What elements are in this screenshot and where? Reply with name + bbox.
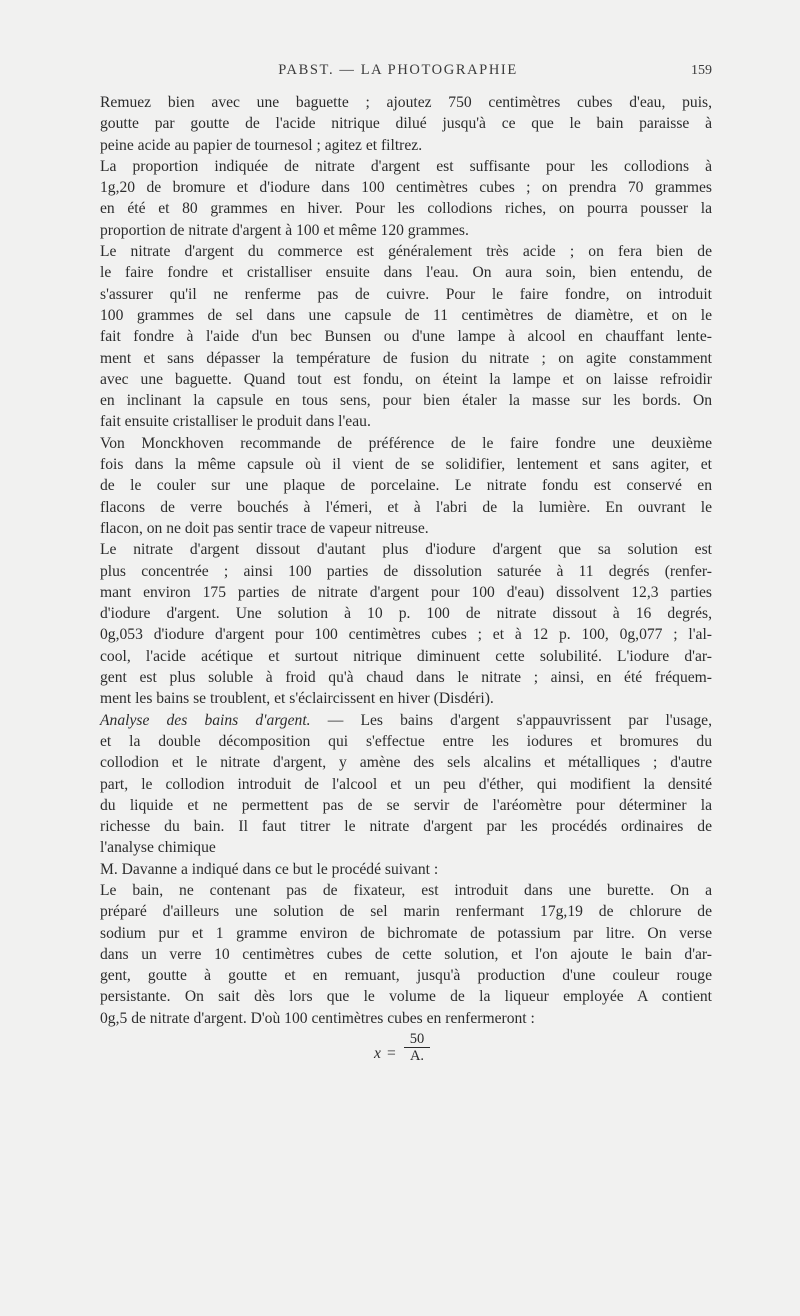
text-line: s'assurer qu'il ne renferme pas de cuivre. Pour le faire fondre, on introduit <box>100 285 712 303</box>
text-line: dans un verre 10 centimètres cubes de cette solution, et l'on ajoute le bain d'ar- <box>100 945 712 963</box>
formula-numerator: 50 <box>404 1031 430 1048</box>
text-line: goutte par goutte de l'acide nitrique dilué jusqu'à ce que le bain paraisse à <box>100 115 712 133</box>
text-line: mant environ 175 parties de nitrate d'argent pour 100 d'eau) dissolvent 12,3 parties <box>100 583 712 601</box>
text-line: Le nitrate d'argent du commerce est généralement très acide ; on fera bien de <box>100 243 712 261</box>
text-line: cool, l'acide acétique et surtout nitrique diminuent cette solubilité. L'iodure d'ar- <box>100 647 712 665</box>
text-line: du liquide et ne permettent pas de se servir de l'aréomètre pour déterminer la <box>100 796 712 814</box>
text-line: gent, goutte à goutte et en remuant, jusqu'à production d'une couleur rouge <box>100 967 712 985</box>
formula-equals: = <box>387 1045 396 1063</box>
text-line: 100 grammes de sel dans une capsule de 11 centimètres de diamètre, et on le <box>100 306 712 324</box>
text-line: Le bain, ne contenant pas de fixateur, est introduit dans une burette. On a <box>100 881 712 899</box>
section-run-in-heading: Analyse des bains d'argent. <box>100 711 311 729</box>
text-line: 0g,5 de nitrate d'argent. D'où 100 centimètres cubes en renfermeront : <box>100 1009 535 1027</box>
paragraph <box>84 880 712 1029</box>
text-line: 0g,053 d'iodure d'argent pour 100 centimètres cubes ; et à 12 p. 100, 0g,077 ; l'al- <box>100 626 712 644</box>
paragraph <box>84 92 712 156</box>
formula-variable: x <box>374 1045 381 1063</box>
text-line: en été et 80 grammes en hiver. Pour les collodions riches, on pourra pousser la <box>100 200 712 218</box>
text-line: gent est plus soluble à froid qu'à chaud dans le nitrate ; ainsi, en été fréquem- <box>100 669 712 687</box>
paragraph <box>84 241 712 433</box>
body-text <box>84 92 712 1071</box>
text-line: fois dans la même capsule où il vient de se solidifier, lentement et sans agiter, et <box>100 456 712 474</box>
text-run: — Les bains d'argent s'appauvrissent par l'usage, <box>310 711 712 729</box>
paragraph <box>84 710 712 859</box>
page-number: 159 <box>691 63 712 78</box>
text-line: l'analyse chimique <box>100 839 216 857</box>
text-line: 1g,20 de bromure et d'iodure dans 100 centimètres cubes ; on prendra 70 grammes <box>100 179 712 197</box>
text-line: Remuez bien avec une baguette ; ajoutez 750 centimètres cubes d'eau, puis, <box>100 94 712 111</box>
text-line <box>84 710 712 731</box>
text-line: avec une baguette. Quand tout est fondu, on éteint la lampe et on laisse refroidir <box>100 370 712 388</box>
text-line: collodion et le nitrate d'argent, y amène des sels alcalins et métalliques ; d'autre <box>100 754 712 772</box>
text-line: et la double décomposition qui s'effectue entre les iodures et bromures du <box>100 732 712 750</box>
running-header <box>84 62 712 86</box>
paragraph <box>84 859 712 880</box>
text-line: richesse du bain. Il faut titrer le nitrate d'argent par les procédés ordinaires de <box>100 818 712 836</box>
text-line: peine acide au papier de tournesol ; agitez et filtrez. <box>100 136 423 154</box>
text-line: M. Davanne a indiqué dans ce but le procédé suivant : <box>100 860 439 878</box>
text-line: proportion de nitrate d'argent à 100 et même 120 grammes. <box>100 221 469 239</box>
text-line: ment les bains se troublent, et s'éclaircissent en hiver (Disdéri). <box>100 690 494 708</box>
text-line: part, le collodion introduit de l'alcool et un peu d'éther, qui modifient la densité <box>100 775 712 793</box>
text-line: persistante. On sait dès lors que le volume de la liqueur employée A contient <box>100 988 712 1006</box>
text-line: fait fondre à l'aide d'un bec Bunsen ou d'une lampe à alcool en chauffant lente- <box>100 328 712 346</box>
formula-fraction <box>404 1031 430 1064</box>
text-line: de le couler sur une plaque de porcelaine. Le nitrate fondu est conservé en <box>100 477 712 495</box>
text-line: ment et sans dépasser la température de fusion du nitrate ; on agite constamment <box>100 349 712 367</box>
text-line: sodium pur et 1 gramme environ de bichromate de potassium par litre. On verse <box>100 924 712 942</box>
text-line: Von Monckhoven recommande de préférence de le faire fondre une deuxième <box>100 434 712 452</box>
text-line: d'iodure d'argent. Une solution à 10 p. 100 de nitrate dissout à 16 degrés, <box>100 605 712 623</box>
formula <box>374 1031 712 1071</box>
formula-denominator: A. <box>409 1048 425 1065</box>
text-line: en inclinant la capsule en tous sens, pour bien étaler la masse sur les bords. On <box>100 392 712 410</box>
text-line: fait ensuite cristalliser le produit dans l'eau. <box>100 413 371 431</box>
text-line: plus concentrée ; ainsi 100 parties de dissolution saturée à 11 degrés (renfer- <box>100 562 712 580</box>
text-line: préparé d'ailleurs une solution de sel marin renfermant 17g,19 de chlorure de <box>100 903 712 921</box>
running-title: PABST. — LA PHOTOGRAPHIE <box>278 62 518 78</box>
paragraph <box>84 539 712 709</box>
paragraph <box>84 156 712 241</box>
text-line: Le nitrate d'argent dissout d'autant plus d'iodure d'argent que sa solution est <box>100 541 712 559</box>
text-line: La proportion indiquée de nitrate d'argent est suffisante pour les collodions à <box>100 157 712 175</box>
paragraph <box>84 433 712 539</box>
text-line: flacons de verre bouchés à l'émeri, et à l'abri de la lumière. En ouvrant le <box>100 498 712 516</box>
text-line: le faire fondre et cristalliser ensuite dans l'eau. On aura soin, bien entendu, de <box>100 264 712 282</box>
text-line: flacon, on ne doit pas sentir trace de vapeur nitreuse. <box>100 519 429 537</box>
